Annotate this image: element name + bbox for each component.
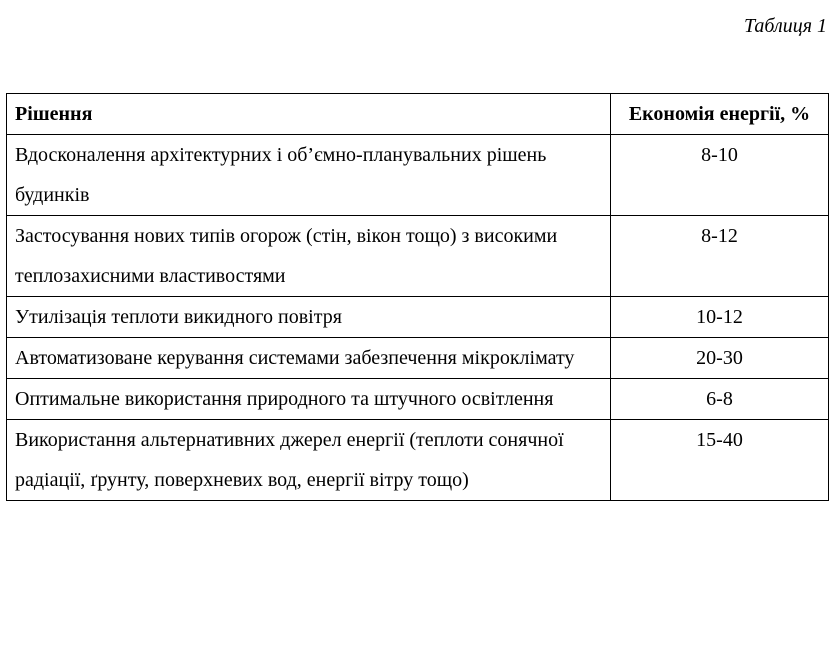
solution-cell: Утилізація теплоти викидного повітря bbox=[7, 297, 611, 338]
saving-cell: 6-8 bbox=[611, 379, 829, 420]
table-caption: Таблиця 1 bbox=[744, 15, 827, 37]
table-row bbox=[7, 216, 829, 297]
table-row bbox=[7, 135, 829, 216]
table-row bbox=[7, 338, 829, 379]
solution-cell: Автоматизоване керування системами забезпечення мікроклімату bbox=[7, 338, 611, 379]
header-energy-saving: Економія енергії, % bbox=[611, 94, 829, 135]
solution-cell: Оптимальне використання природного та штучного освітлення bbox=[7, 379, 611, 420]
solution-cell: Використання альтернативних джерел енергії (теплоти сонячної радіації, ґрунту, поверхневих вод, енергії вітру тощо) bbox=[7, 420, 611, 501]
saving-cell: 8-10 bbox=[611, 135, 829, 216]
saving-cell: 20-30 bbox=[611, 338, 829, 379]
saving-cell: 10-12 bbox=[611, 297, 829, 338]
header-solution: Рішення bbox=[7, 94, 611, 135]
table-row bbox=[7, 297, 829, 338]
saving-cell: 15-40 bbox=[611, 420, 829, 501]
table-row bbox=[7, 420, 829, 501]
solution-cell: Вдосконалення архітектурних і об’ємно-планувальних рішень будинків bbox=[7, 135, 611, 216]
table-row bbox=[7, 379, 829, 420]
solution-cell: Застосування нових типів огорож (стін, вікон тощо) з високими теплозахисними властивостями bbox=[7, 216, 611, 297]
table-header-row bbox=[7, 94, 829, 135]
saving-cell: 8-12 bbox=[611, 216, 829, 297]
energy-saving-table bbox=[6, 93, 829, 501]
